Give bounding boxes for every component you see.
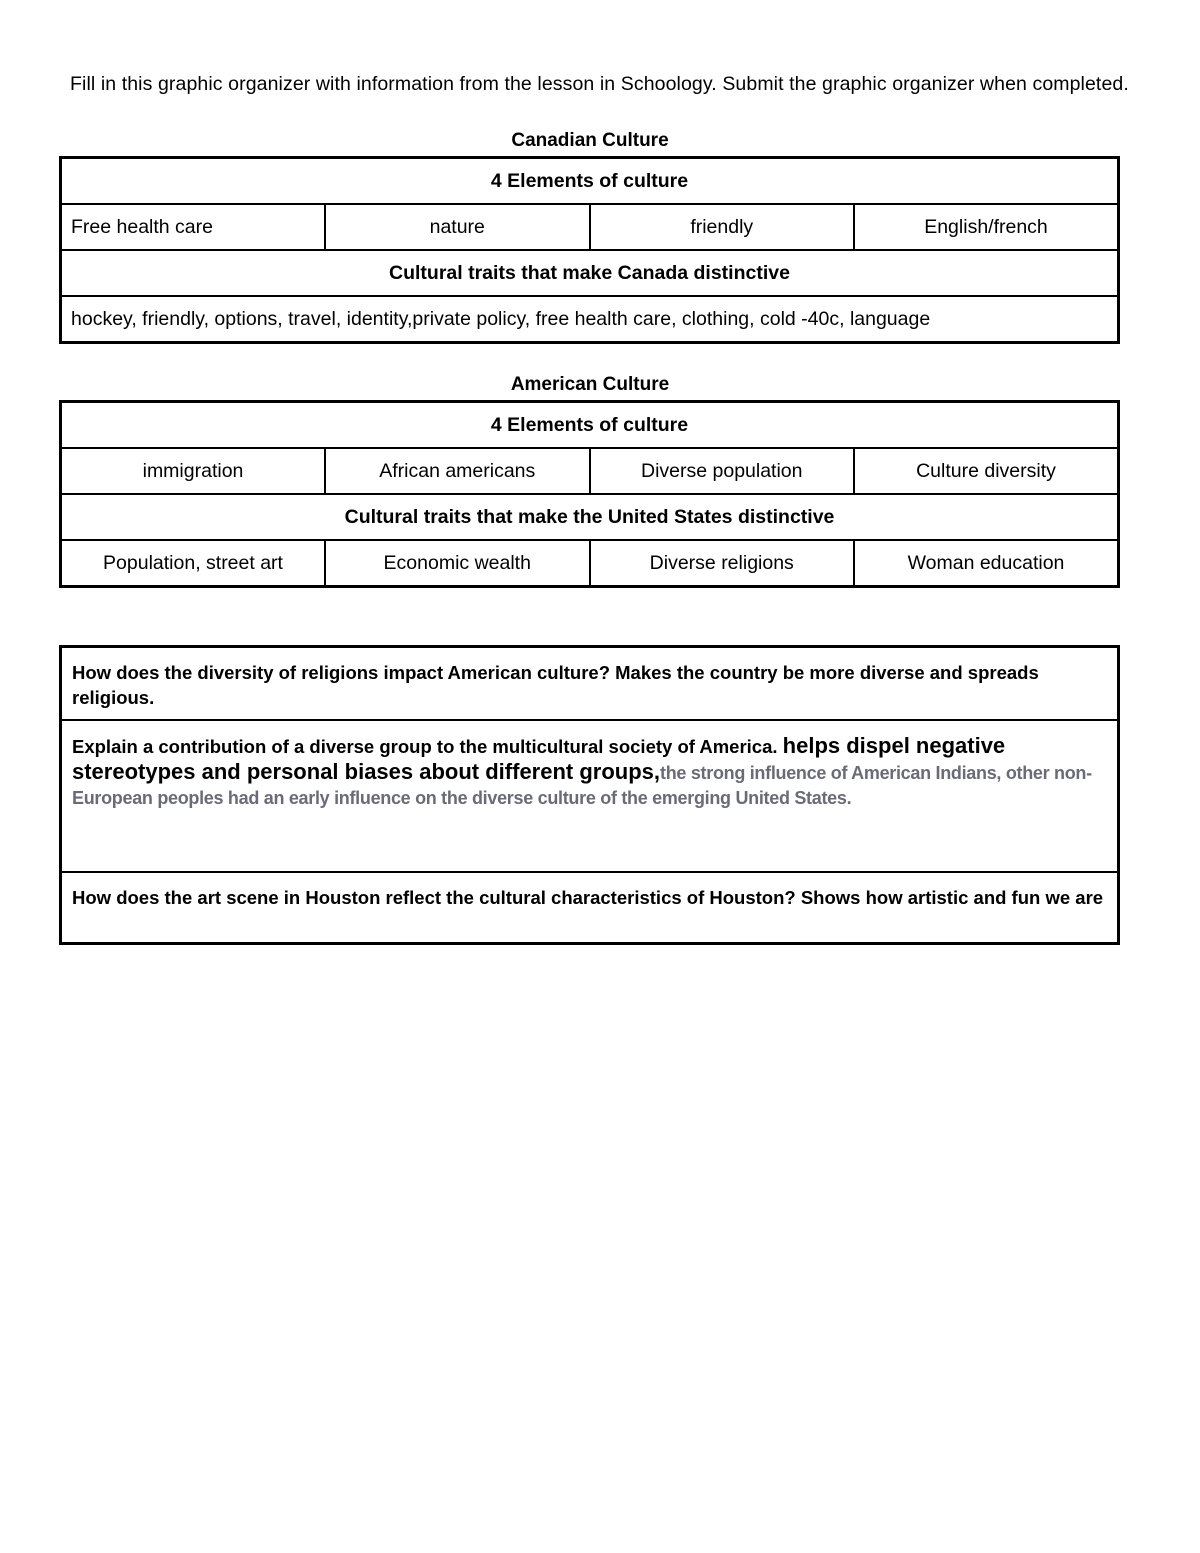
canada-organizer-table xyxy=(59,156,1120,344)
instructions-text: Fill in this graphic organizer with information from the lesson in Schoology. Submit the graphic organizer when completed. xyxy=(70,73,1129,95)
usa-traits-header: Cultural traits that make the United States distinctive xyxy=(61,494,1119,540)
canada-traits-header: Cultural traits that make Canada distinctive xyxy=(61,250,1119,296)
usa-title: American Culture xyxy=(510,374,670,395)
usa-element-cell: Culture diversity xyxy=(854,448,1119,494)
canada-element-cell: English/french xyxy=(854,204,1119,250)
houston-question-cell: How does the art scene in Houston reflect the cultural characteristics of Houston? Shows how artistic and fun we are xyxy=(61,872,1119,944)
usa-trait-cell: Diverse religions xyxy=(590,540,855,587)
usa-organizer-table xyxy=(59,400,1120,588)
usa-trait-cell: Woman education xyxy=(854,540,1119,587)
questions-table xyxy=(59,645,1120,945)
contribution-question: Explain a contribution of a diverse group to the multicultural society of America. xyxy=(72,736,783,757)
usa-element-cell: African americans xyxy=(325,448,590,494)
canada-element-cell: Free health care xyxy=(61,204,326,250)
usa-element-cell: Diverse population xyxy=(590,448,855,494)
canada-traits-cell: hockey, friendly, options, travel, identity,private policy, free health care, clothing, cold -40c, language xyxy=(61,296,1119,343)
canada-element-cell: nature xyxy=(325,204,590,250)
canada-element-cell: friendly xyxy=(590,204,855,250)
religions-question-cell: How does the diversity of religions impact American culture? Makes the country be more diverse and spreads religious. xyxy=(61,647,1119,721)
canada-title: Canadian Culture xyxy=(511,130,669,151)
canada-elements-header: 4 Elements of culture xyxy=(61,158,1119,205)
usa-element-cell: immigration xyxy=(61,448,326,494)
usa-elements-header: 4 Elements of culture xyxy=(61,402,1119,449)
contribution-answer-gray: the strong influence of American Indians, other non-European peoples had an early influence on the diverse culture of the emerging United States. xyxy=(72,763,1092,808)
usa-trait-cell: Population, street art xyxy=(61,540,326,587)
usa-trait-cell: Economic wealth xyxy=(325,540,590,587)
contribution-answer-large: helps dispel negative stereotypes and personal biases about different groups, xyxy=(72,733,1006,784)
contribution-question-cell xyxy=(61,720,1119,872)
